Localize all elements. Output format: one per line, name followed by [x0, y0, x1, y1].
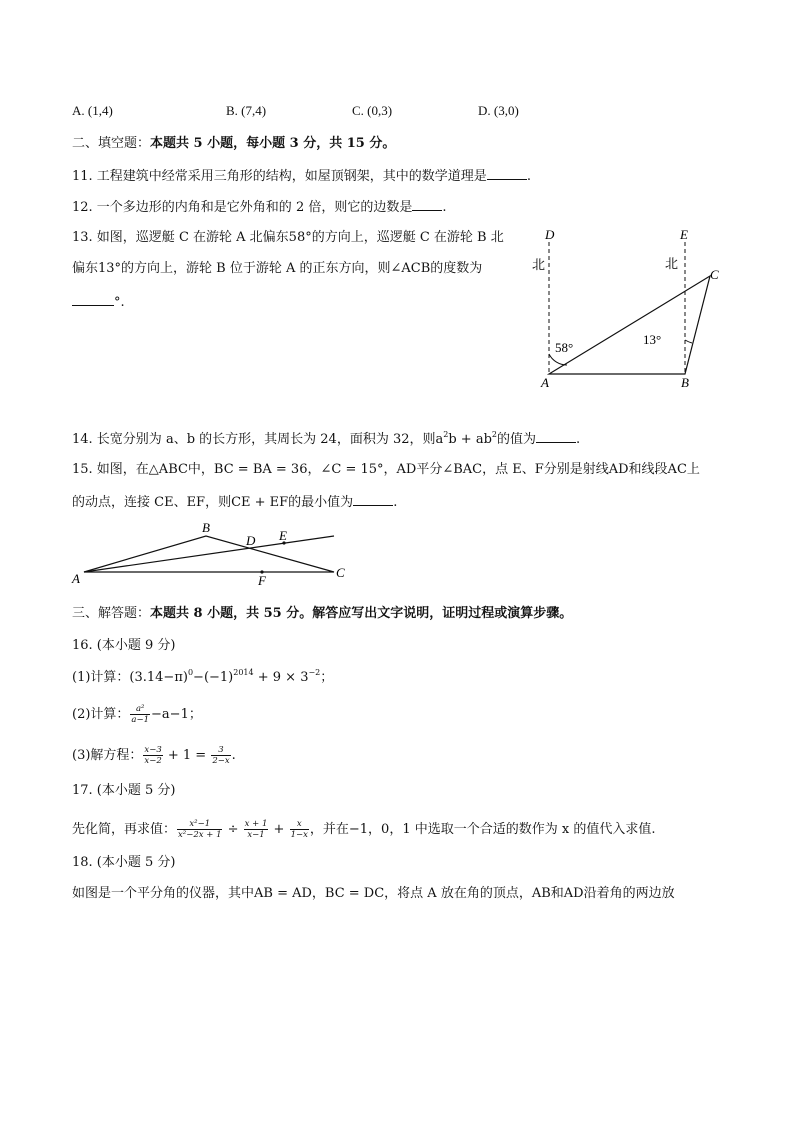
label-c: C	[336, 565, 345, 580]
question-13-line-1: 13. 如图，巡逻艇 C 在游轮 A 北偏东58°的方向上，巡逻艇 C 在游轮 B 北	[72, 230, 504, 245]
fraction	[177, 819, 222, 840]
question-16-title: 16. (本小题 9 分)	[72, 638, 176, 653]
option-a: A. (1,4)	[72, 103, 113, 118]
numerator: x−3	[144, 745, 162, 755]
part-1-text: (1)计算：(3.14−π)	[72, 670, 188, 685]
label-b: B	[202, 520, 210, 535]
denominator: x−2	[144, 756, 162, 766]
question-18-title: 18. (本小题 5 分)	[72, 855, 176, 870]
exponent: 0	[187, 668, 194, 677]
denominator: 2−x	[212, 756, 230, 766]
question-13-degree: °.	[114, 295, 125, 310]
question-12-text: 12. 一个多边形的内角和是它外角和的 2 倍，则它的边数是	[72, 200, 413, 215]
label-north-right: 北	[665, 256, 679, 271]
exponent: 2	[443, 430, 449, 439]
label-e: E	[279, 528, 287, 543]
option-d: D. (3,0)	[478, 103, 519, 118]
question-14-ask: 的值为	[497, 432, 537, 447]
question-15-text: 的动点，连接 CE、EF，则CE + EF的最小值为	[72, 495, 354, 510]
label-a: A	[72, 571, 80, 586]
denominator: x²−2x + 1	[178, 830, 222, 840]
part-3-text: (3)解方程：	[72, 748, 143, 763]
operator: ÷	[223, 822, 243, 837]
fraction	[211, 745, 230, 766]
section-3-heading	[72, 604, 572, 624]
answer-blank	[412, 196, 442, 211]
question-17-title: 17. (本小题 5 分)	[72, 783, 176, 798]
label-d: D	[246, 533, 256, 548]
numerator: x	[290, 819, 309, 830]
angle-arc-58	[549, 354, 567, 365]
section-3-prefix: 三、解答题：	[72, 606, 151, 621]
question-16-part-2	[72, 704, 202, 725]
section-2-prefix: 二、填空题：	[72, 136, 151, 151]
section-2-heading	[72, 134, 395, 154]
numerator: 3	[211, 745, 230, 756]
numerator: a²	[130, 704, 150, 715]
question-17-text: 先化简，再求值：	[72, 822, 177, 837]
fraction	[143, 745, 162, 766]
answer-blank	[353, 491, 393, 506]
question-11-text: 11. 工程建筑中经常采用三角形的结构，如屋顶钢架，其中的数学道理是	[72, 169, 487, 184]
question-15-line-2	[72, 491, 397, 513]
answer-blank	[72, 291, 114, 306]
question-13-line-3	[72, 291, 125, 313]
label-c: C	[710, 267, 719, 282]
question-17-text: ，并在−1，0，1 中选取一个合适的数作为 x 的值代入求值.	[309, 822, 656, 837]
part-3-text: .	[231, 748, 236, 763]
label-f: F	[258, 573, 266, 588]
question-16-part-3	[72, 745, 236, 766]
question-18-text: 如图是一个平分角的仪器，其中AB = AD，BC = DC，将点 A 放在角的顶点，AB和AD沿着角的两边放	[72, 886, 675, 901]
figure-15	[68, 518, 358, 590]
period: .	[576, 432, 581, 447]
denominator: x−1	[247, 830, 265, 840]
denominator: 1−x	[290, 830, 308, 840]
question-15-line-1: 15. 如图，在△ABC中，BC = BA = 36，∠C = 15°，AD平分∠BAC，点 E、F分别是射线AD和线段AC上	[72, 462, 700, 477]
question-14	[72, 428, 580, 450]
numerator: x²−1	[177, 819, 222, 830]
answer-blank	[536, 428, 576, 443]
period: .	[393, 495, 398, 510]
option-b: B. (7,4)	[226, 103, 267, 118]
answer-blank	[487, 165, 527, 180]
bisector-ad-ray	[84, 536, 334, 572]
label-58-degrees: 58°	[555, 340, 574, 355]
label-d: D	[545, 227, 555, 242]
label-e: E	[680, 227, 688, 242]
label-b: B	[681, 375, 689, 390]
section-3-rule: 本题共 8 小题，共 55 分。解答应写出文字说明，证明过程或演算步骤。	[150, 606, 573, 621]
triangle-abc	[549, 276, 710, 374]
part-2-text: −a−1；	[151, 707, 202, 722]
part-3-text: + 1 =	[163, 748, 211, 763]
label-a: A	[541, 375, 549, 390]
figure-13	[525, 222, 725, 397]
angle-arc-13	[685, 340, 692, 343]
fraction	[244, 819, 269, 840]
numerator: x + 1	[244, 819, 268, 829]
question-11: 11. 工程建筑中经常采用三角形的结构，如屋顶钢架，其中的数学道理是 .	[72, 165, 531, 187]
part-2-text: (2)计算：	[72, 707, 130, 722]
exponent: 2	[491, 430, 497, 439]
exponent: −2	[308, 668, 321, 677]
label-13-degrees: 13°	[643, 332, 662, 347]
question-13-line-2: 偏东13°的方向上，游轮 B 位于游轮 A 的正东方向，则∠ACB的度数为	[72, 261, 483, 276]
option-c: C. (0,3)	[352, 103, 393, 118]
fraction	[130, 704, 150, 725]
part-1-text: ；	[320, 670, 334, 685]
fraction	[290, 819, 309, 840]
section-2-rule: 本题共 5 小题，每小题 3 分，共 15 分。	[150, 136, 396, 151]
question-12: 12. 一个多边形的内角和是它外角和的 2 倍，则它的边数是 .	[72, 196, 446, 218]
denominator: a−1	[131, 715, 150, 725]
question-14-expression: b + ab	[448, 432, 492, 447]
question-14-text: 14. 长宽分别为 a、b 的长方形，其周长为 24，面积为 32，则a	[72, 432, 444, 447]
label-north-left: 北	[532, 257, 546, 272]
question-16-part-1	[72, 668, 333, 688]
part-1-text: −(−1)	[193, 670, 234, 685]
operator: +	[269, 822, 289, 837]
part-1-text: + 9 × 3	[253, 670, 309, 685]
question-17-body	[72, 819, 655, 840]
exponent: 2014	[233, 668, 254, 677]
